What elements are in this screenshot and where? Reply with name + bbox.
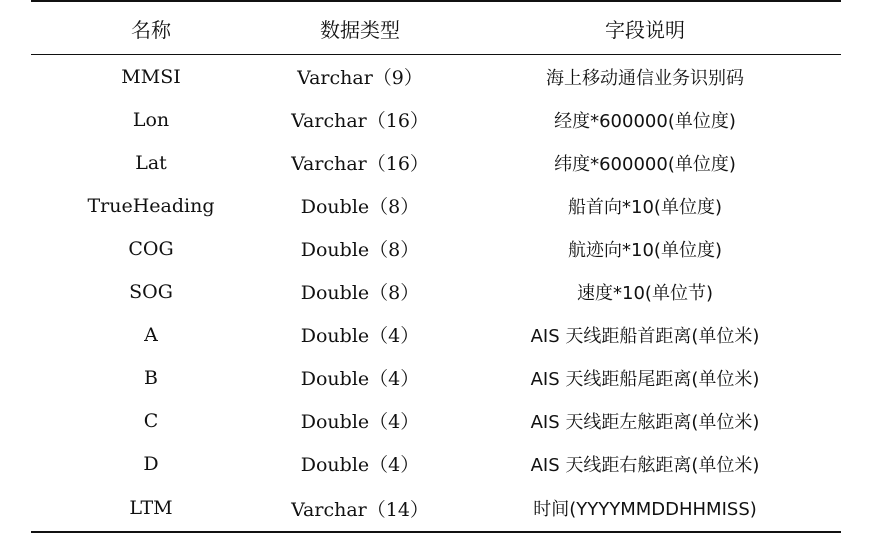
cell-description: AIS 天线距船首距离(单位米): [530, 325, 760, 347]
cell-data-type: Varchar（9）: [297, 67, 423, 89]
table-row: [31, 442, 841, 485]
cell-data-type: Double（8）: [300, 282, 420, 304]
cell-name: C: [143, 409, 159, 432]
cell-name: B: [144, 366, 158, 389]
cell-data-type: Double（4）: [300, 454, 420, 476]
cell-name: Lat: [135, 151, 167, 174]
header-row: [31, 1, 841, 55]
cell-description: AIS 天线距船尾距离(单位米): [530, 368, 760, 390]
cell-data-type: Double（4）: [300, 411, 420, 433]
cell-data-type: Double（4）: [300, 368, 420, 390]
cell-data-type: Varchar（14）: [271, 485, 449, 532]
cell-description: 船首向*10(单位度): [568, 196, 722, 218]
table-row: [31, 184, 841, 227]
cell-name: COG: [128, 237, 174, 260]
cell-description: AIS 天线距左舷距离(单位米): [530, 411, 760, 433]
table-header: [31, 1, 841, 55]
table-row: [31, 313, 841, 356]
cell-name: SOG: [129, 280, 173, 303]
table-row: [31, 356, 841, 399]
table-row: [31, 399, 841, 442]
table-row: [31, 98, 841, 141]
cell-description: 纬度*600000(单位度): [554, 153, 736, 175]
cell-description: 海上移动通信业务识别码: [546, 67, 744, 89]
header-field-description: 字段说明: [449, 1, 841, 55]
table-row: [31, 270, 841, 313]
header-name: 名称: [31, 1, 271, 55]
table-row: [31, 55, 841, 99]
table-body: [31, 55, 841, 533]
cell-name: TrueHeading: [87, 194, 215, 217]
cell-description: 时间(YYYYMMDDHHMISS): [449, 485, 841, 532]
cell-data-type: Varchar（16）: [291, 110, 429, 132]
cell-name: MMSI: [121, 65, 181, 88]
header-data-type: 数据类型: [271, 1, 449, 55]
cell-data-type: Varchar（16）: [291, 153, 429, 175]
cell-description: AIS 天线距右舷距离(单位米): [530, 454, 760, 476]
field-table-container: [31, 0, 841, 533]
cell-description: 速度*10(单位节): [577, 282, 713, 304]
cell-description: 航迹向*10(单位度): [568, 239, 722, 261]
cell-name: LTM: [31, 485, 271, 532]
field-definition-table: [31, 0, 841, 533]
cell-description: 经度*600000(单位度): [554, 110, 736, 132]
table-row: [31, 485, 841, 532]
table-row: [31, 141, 841, 184]
cell-data-type: Double（4）: [300, 325, 420, 347]
cell-name: D: [143, 452, 159, 475]
cell-name: Lon: [132, 108, 170, 131]
cell-data-type: Double（8）: [300, 196, 420, 218]
table-row: [31, 227, 841, 270]
cell-name: A: [144, 323, 158, 346]
cell-data-type: Double（8）: [300, 239, 420, 261]
